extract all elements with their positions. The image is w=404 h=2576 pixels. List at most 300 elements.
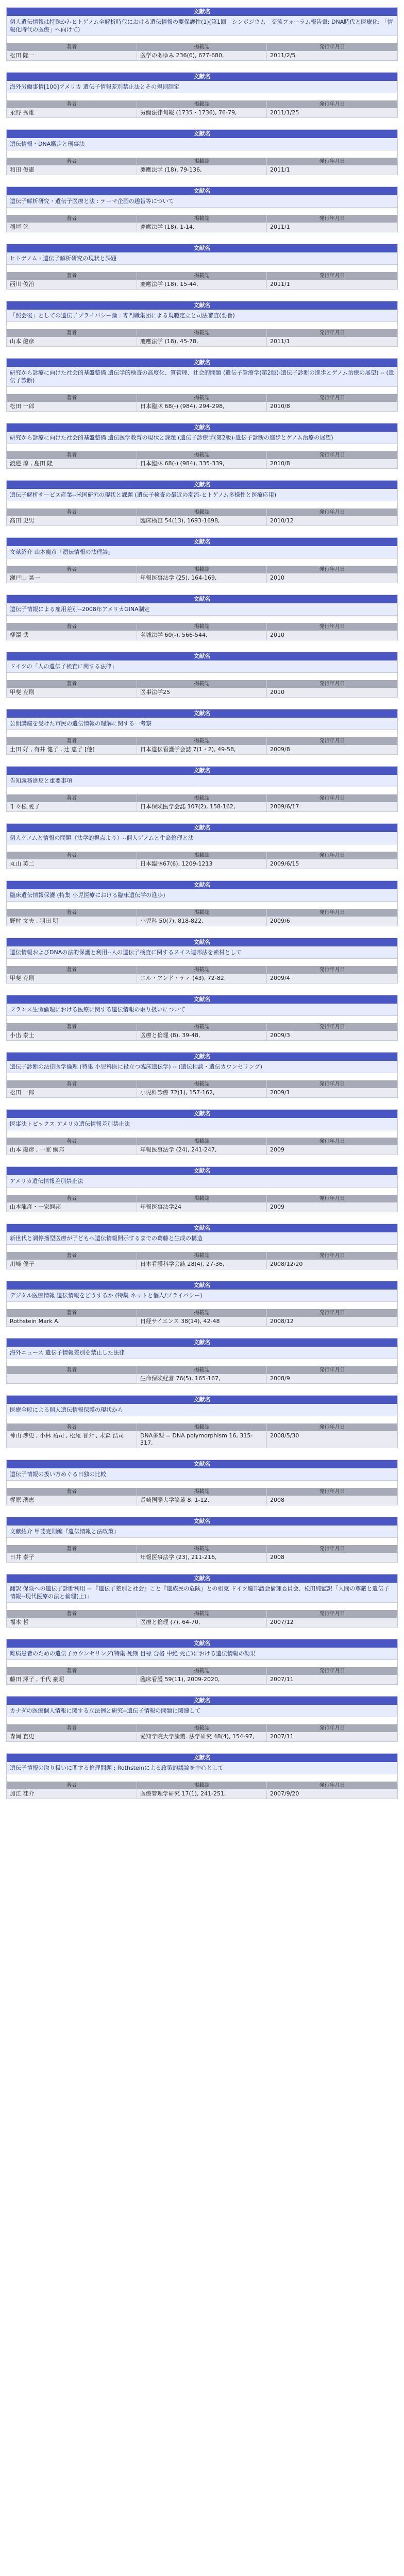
reference-entry [6,938,398,984]
entry-field-labels [7,1782,397,1789]
reference-entry [6,1338,398,1384]
entry-field-values [7,1145,397,1155]
date-value: 2007/11 [266,1675,397,1684]
date-value: 2008 [266,1553,397,1562]
entry-field-values [7,1618,397,1627]
entry-spacer [7,1245,397,1252]
journal-label: 掲載誌 [137,623,266,631]
entry-title: 文献紹介 甲斐克則編『遺伝情報と法政策』 [7,1526,397,1538]
journal-value: 慶應法学 (18), 79-136, [137,165,266,175]
entry-header: 文献名 [7,481,397,489]
author-value: 和田 俊憲 [7,165,137,175]
reference-entry [6,187,398,232]
entry-header: 文献名 [7,1167,397,1175]
entry-header: 文献名 [7,538,397,546]
journal-value: 年報医事法学 (25), 164-169, [137,573,266,583]
entry-header: 文献名 [7,1517,397,1526]
date-value: 2009/6/17 [266,802,397,811]
date-label: 発行年月日 [266,158,397,165]
entry-title: 研究から診療に向けた社会的基盤整備 遺伝医学教育の現状と課題 (遺伝子診療学(第2版)-遺伝子診断の進歩とゲノム治療の展望) [7,432,397,444]
entry-title: 遺伝子情報による雇用差別--2008年アメリカGINA制定 [7,603,397,616]
entry-field-values [7,1088,397,1097]
entry-title: 個人ゲノムと情報の問題（法学的視点より）--個人ゲノムと生命倫理と法 [7,832,397,844]
entry-field-labels [7,158,397,165]
reference-entry [6,880,398,926]
date-value: 2008/5/30 [266,1431,397,1448]
date-value: 2010 [266,688,397,697]
author-value: 川崎 優子 [7,1260,137,1269]
entry-field-values [7,1431,397,1448]
entry-field-labels [7,1366,397,1374]
entry-header: 文献名 [7,8,397,16]
journal-label: 掲載誌 [137,1488,266,1496]
entry-field-labels [7,1423,397,1431]
author-label: 著者 [7,1138,137,1145]
date-value: 2011/1 [266,337,397,346]
entry-field-labels [7,1138,397,1145]
author-value: 甲斐 克則 [7,688,137,697]
date-label: 発行年月日 [266,680,397,688]
entry-field-labels [7,852,397,859]
entry-field-labels [7,737,397,745]
author-value: 稲垣 悠 [7,223,137,232]
journal-label: 掲載誌 [137,1195,266,1202]
reference-entry [6,1574,398,1628]
author-value: 梶原 瑞恵 [7,1496,137,1505]
entry-field-values [7,688,397,697]
date-label: 発行年月日 [266,852,397,859]
journal-value: 長崎国際大学論叢 8, 1-12, [137,1496,266,1505]
entry-field-labels [7,100,397,108]
entry-header: 文献名 [7,1110,397,1118]
journal-label: 掲載誌 [137,329,266,337]
journal-value: 労働法律旬報 (1735・1736), 76-79, [137,108,266,117]
entry-spacer [7,844,397,852]
journal-value: 小児科 50(7), 818-822, [137,917,266,926]
journal-value: 臨床検査 54(13), 1693-1698, [137,516,266,526]
author-value: 甲斐 克則 [7,974,137,983]
date-value: 2011/1 [266,223,397,232]
entry-field-values [7,974,397,983]
author-label: 著者 [7,1252,137,1260]
entry-field-labels [7,966,397,974]
author-label: 著者 [7,1610,137,1618]
journal-value: 慶應法学 (18), 1-14, [137,223,266,232]
author-value: 山本 龍彦 , 一家 綱邦 [7,1145,137,1155]
author-value: 山本龍彦・一家綱邦 [7,1202,137,1212]
journal-label: 掲載誌 [137,272,266,280]
entry-title: 臨床遺伝情報保護 (特集 小児医療における臨床遺伝学の進歩) [7,889,397,902]
entry-header: 文献名 [7,1396,397,1404]
journal-value: 慶應法学 (18), 15-44, [137,280,266,289]
author-label: 著者 [7,1488,137,1496]
date-value: 2011/2/5 [266,51,397,60]
date-label: 発行年月日 [266,1782,397,1789]
entry-header: 文献名 [7,1697,397,1705]
journal-value: 日本保険医学会誌 107(2), 158-162, [137,802,266,811]
entry-header: 文献名 [7,130,397,138]
author-value: 森岡 直史 [7,1732,137,1741]
entry-title: 医事法トピックス アメリカ遺伝情報差別禁止法 [7,1118,397,1130]
author-value [7,1374,137,1383]
entry-header: 文献名 [7,938,397,946]
reference-entry [6,1460,398,1505]
entry-field-labels [7,623,397,631]
journal-label: 掲載誌 [137,1309,266,1317]
author-label: 著者 [7,623,137,631]
date-label: 発行年月日 [266,1309,397,1317]
date-label: 発行年月日 [266,394,397,402]
journal-label: 掲載誌 [137,852,266,859]
author-value: Rothstein Mark A. [7,1317,137,1326]
journal-value: 日本看護科学会誌 28(4), 27-36, [137,1260,266,1269]
date-label: 発行年月日 [266,909,397,917]
author-label: 著者 [7,1545,137,1553]
entry-field-values [7,51,397,60]
reference-entry [6,301,398,347]
reference-entry [6,1517,398,1563]
entry-title: 告知義務違反と重要事項 [7,775,397,787]
entry-header: 文献名 [7,595,397,603]
date-value: 2010 [266,631,397,640]
entry-spacer [7,1359,397,1366]
journal-value: 日本臨牀 68(-) (984), 294-298, [137,402,266,411]
entry-header: 文献名 [7,359,397,367]
journal-value: 日本遺伝看護学会誌 7(1・2), 49-58, [137,745,266,754]
reference-entry [6,1281,398,1327]
reference-entry [6,129,398,175]
entry-title: 翻訳 保険への遺伝子診断利用 -- 『遺伝子差別と社会』こと『遺族民の危険』との相克 ドイツ連邦議会倫理委員会、松田純監訳「人間の尊厳と遺伝子情報--現代医療の法と倫理(上)」 [7,1583,397,1603]
author-value: 神山 渉史 , 小林 祐司 , 松尾 晋介 , 末森 浩司 [7,1431,137,1448]
entry-spacer [7,1603,397,1610]
entry-header: 文献名 [7,1754,397,1762]
entry-field-labels [7,1195,397,1202]
entry-field-values [7,402,397,411]
journal-label: 掲載誌 [137,1545,266,1553]
date-value: 2011/1/25 [266,108,397,117]
date-label: 発行年月日 [266,451,397,459]
entry-header: 文献名 [7,1460,397,1468]
entry-title: フランス生命倫理における医療に関する遺伝情報の取り扱いについて [7,1004,397,1016]
entry-field-labels [7,215,397,223]
entry-header: 文献名 [7,73,397,81]
journal-label: 掲載誌 [137,1252,266,1260]
author-value: 山本 龍彦 [7,337,137,346]
entry-field-labels [7,1023,397,1031]
entry-title: 新世代と調停播型医療が子どもへ遺伝情報開示するまでの葛藤と生成の構造 [7,1232,397,1245]
date-label: 発行年月日 [266,1610,397,1618]
entry-field-values [7,1789,397,1799]
author-value: 藤田 澤子 , 千代 豪昭 [7,1675,137,1684]
entry-title: ヒトゲノム・遺伝子解析研究の現状と課題 [7,252,397,265]
entry-header: 文献名 [7,824,397,832]
entry-field-values [7,1260,397,1269]
date-label: 発行年月日 [266,509,397,516]
journal-label: 掲載誌 [137,1023,266,1031]
journal-value: 日経サイエンス 38(14), 42-48 [137,1317,266,1326]
date-label: 発行年月日 [266,43,397,51]
journal-value: 医学のあゆみ 236(6), 677-680, [137,51,266,60]
entry-header: 文献名 [7,1224,397,1232]
entry-field-values [7,859,397,869]
entry-spacer [7,501,397,509]
date-value: 2007/9/20 [266,1789,397,1799]
entry-header: 文献名 [7,244,397,252]
date-label: 発行年月日 [266,566,397,573]
entry-header: 文献名 [7,1639,397,1648]
journal-value: 日本臨牀67(6), 1209-1213 [137,859,266,869]
journal-label: 掲載誌 [137,1080,266,1088]
journal-label: 掲載誌 [137,394,266,402]
journal-label: 掲載誌 [137,1724,266,1732]
entry-spacer [7,1481,397,1488]
author-label: 著者 [7,966,137,974]
journal-label: 掲載誌 [137,566,266,573]
entry-field-values [7,1496,397,1505]
reference-entry [6,1224,398,1269]
author-label: 著者 [7,1782,137,1789]
author-value: 千々松 愛子 [7,802,137,811]
journal-label: 掲載誌 [137,451,266,459]
author-value: 土田 好 , 有井 健子 , 辻 恵子 [他] [7,745,137,754]
reference-entry [6,72,398,118]
entry-field-labels [7,509,397,516]
entry-field-values [7,459,397,468]
author-label: 著者 [7,1724,137,1732]
author-value: 丸山 英二 [7,859,137,869]
author-label: 著者 [7,794,137,802]
entry-spacer [7,673,397,680]
entry-spacer [7,208,397,215]
author-value: 松田 一郎 [7,1088,137,1097]
date-value: 2010/8 [266,459,397,468]
entry-spacer [7,444,397,451]
entry-spacer [7,1188,397,1195]
journal-label: 掲載誌 [137,737,266,745]
reference-entry [6,7,398,61]
entry-field-values [7,1374,397,1383]
date-value: 2010/12 [266,516,397,526]
entry-spacer [7,387,397,394]
author-label: 著者 [7,1667,137,1675]
entry-title: 医療全般による個人遺伝情報保護の現状から [7,1404,397,1416]
entry-title: ドイツの「人の遺伝子検査に関する法律」 [7,660,397,673]
reference-entry [6,358,398,412]
entry-field-labels [7,1724,397,1732]
journal-value: 生命保険経営 76(5), 165-167, [137,1374,266,1383]
date-value: 2007/11 [266,1732,397,1741]
entry-spacer [7,1774,397,1782]
entry-header: 文献名 [7,767,397,775]
journal-label: 掲載誌 [137,215,266,223]
author-label: 著者 [7,1309,137,1317]
reference-entry [6,995,398,1041]
date-value: 2007/12 [266,1618,397,1627]
author-label: 著者 [7,1366,137,1374]
entry-field-labels [7,394,397,402]
date-value: 2009/6/15 [266,859,397,869]
entry-field-values [7,802,397,811]
author-value: 瀬戸山 晃一 [7,573,137,583]
reference-entry [6,423,398,469]
date-value: 2009/3 [266,1031,397,1040]
entry-field-values [7,516,397,526]
entry-field-labels [7,1309,397,1317]
date-value: 2008/12/20 [266,1260,397,1269]
journal-label: 掲載誌 [137,1667,266,1675]
entry-title: 公開講座を受けた市民の遺伝情報の理解に関する一考察 [7,718,397,730]
date-label: 発行年月日 [266,1023,397,1031]
journal-label: 掲載誌 [137,1610,266,1618]
date-value: 2009/8 [266,745,397,754]
journal-label: 掲載誌 [137,966,266,974]
entry-header: 文献名 [7,1338,397,1347]
date-value: 2010 [266,573,397,583]
author-label: 著者 [7,272,137,280]
reference-entry [6,537,398,583]
entry-field-values [7,917,397,926]
date-value: 2008/12 [266,1317,397,1326]
journal-label: 掲載誌 [137,1138,266,1145]
entry-header: 文献名 [7,1574,397,1583]
journal-label: 掲載誌 [137,909,266,917]
author-value: 永野 秀雄 [7,108,137,117]
reference-entry [6,1753,398,1799]
date-value: 2010/8 [266,402,397,411]
entry-title: 海外労働事情[100]アメリカ 遺伝子情報差別禁止法とその規則制定 [7,81,397,93]
reference-entry [6,709,398,755]
entry-field-labels [7,566,397,573]
entry-field-labels [7,794,397,802]
author-label: 著者 [7,1423,137,1431]
entry-field-values [7,280,397,289]
entry-spacer [7,36,397,43]
entry-field-labels [7,451,397,459]
entry-title: 遺伝子診断の法律医学倫理 (特集 小児科医に役立つ臨床遺伝学) -- (遺伝相談・遺伝カウンセリング) [7,1061,397,1073]
entry-field-values [7,631,397,640]
reference-entry [6,244,398,290]
entry-field-labels [7,329,397,337]
author-value: 小出 泰士 [7,1031,137,1040]
entry-title: 遺伝情報・DNA鑑定と刑事法 [7,138,397,150]
journal-value: 名城法学 60(-), 566-544, [137,631,266,640]
author-label: 著者 [7,509,137,516]
author-label: 著者 [7,1023,137,1031]
reference-entry [6,1696,398,1742]
entry-spacer [7,787,397,794]
author-label: 著者 [7,451,137,459]
entry-field-values [7,223,397,232]
entry-field-labels [7,680,397,688]
journal-value: 年報医事法学24 [137,1202,266,1212]
date-value: 2009/6 [266,917,397,926]
author-label: 著者 [7,737,137,745]
entry-field-values [7,745,397,754]
entry-spacer [7,1660,397,1667]
author-value: 渡邉 淳 , 島田 隆 [7,459,137,468]
date-label: 発行年月日 [266,737,397,745]
date-label: 発行年月日 [266,1667,397,1675]
entry-header: 文献名 [7,187,397,195]
author-value: 松田 隆一 [7,51,137,60]
journal-label: 掲載誌 [137,509,266,516]
author-label: 著者 [7,1195,137,1202]
entry-spacer [7,902,397,909]
date-label: 発行年月日 [266,1252,397,1260]
date-label: 発行年月日 [266,1080,397,1088]
entry-title: アメリカ遺伝情報差別禁止法 [7,1175,397,1188]
date-value: 2009 [266,1202,397,1212]
date-value: 2008 [266,1496,397,1505]
author-value: 野村 文夫 , 羽田 明 [7,917,137,926]
entry-header: 文献名 [7,423,397,432]
entry-field-labels [7,1252,397,1260]
date-label: 発行年月日 [266,1366,397,1374]
entry-header: 文献名 [7,881,397,889]
entry-title: 研究から診療に向けた社会的基盤整備 遺伝学的検査の高度化、質管理、社会的問題 (遺伝子診療学(第2版)-遺伝子診断の進歩とゲノム治療の展望) -- (遺伝子診断) [7,367,397,387]
date-label: 発行年月日 [266,329,397,337]
author-label: 著者 [7,100,137,108]
reference-entry [6,652,398,698]
entry-spacer [7,1717,397,1724]
date-label: 発行年月日 [266,1138,397,1145]
date-label: 発行年月日 [266,272,397,280]
entry-header: 文献名 [7,301,397,310]
journal-value: 医療と倫理 (8), 39-48, [137,1031,266,1040]
entry-field-values [7,165,397,175]
entry-field-values [7,573,397,583]
entry-title: 遺伝子情報の扱い方めぐる日独の比較 [7,1468,397,1481]
date-value: 2008/9 [266,1374,397,1383]
author-label: 著者 [7,680,137,688]
date-label: 発行年月日 [266,623,397,631]
entry-title: 遺伝子解析サービス産業--米国研究の現状と課題 (遺伝子検査の最近の潮流-ヒトゲノム多様性と医療応用) [7,489,397,501]
entry-spacer [7,1416,397,1423]
entry-spacer [7,1016,397,1023]
entry-title: 海外ニュース 遺伝子情報差別を禁止した法律 [7,1347,397,1359]
journal-label: 掲載誌 [137,1782,266,1789]
entry-field-labels [7,1667,397,1675]
entry-header: 文献名 [7,652,397,660]
entry-field-labels [7,43,397,51]
entry-spacer [7,1073,397,1080]
entry-field-values [7,1675,397,1684]
author-label: 著者 [7,1080,137,1088]
entry-spacer [7,150,397,158]
author-label: 著者 [7,852,137,859]
entry-title: 個人遺伝情報は特殊か?-ヒトゲノム全解析時代における遺伝情報の要保護性(1)(第1回 シンポジウム 交流フォーラム報告書: DNA時代と医療化: 「情報化時代の医療」へ向けて) [7,16,397,36]
journal-label: 掲載誌 [137,680,266,688]
date-label: 発行年月日 [266,1488,397,1496]
author-value: 西川 俊治 [7,280,137,289]
entry-field-labels [7,272,397,280]
entry-field-values [7,1732,397,1741]
entry-spacer [7,93,397,100]
entry-title: 難病患者のための遺伝子カウンセリング(特集 死期 目標 合格 中絶 死亡)における遺伝情報の効果 [7,1648,397,1660]
journal-value: 日本臨牀 68(-) (984), 335-339, [137,459,266,468]
author-label: 著者 [7,566,137,573]
entry-field-values [7,1553,397,1562]
journal-value: 年報医事法学 (23), 211-216, [137,1553,266,1562]
date-value: 2009 [266,1145,397,1155]
journal-value: 臨床看護 59(11), 2009-2020, [137,1675,266,1684]
journal-value: 小児科診療 72(1), 157-162, [137,1088,266,1097]
entry-title: デジタル医療情報 遺伝情報をどうするか (特集 ネットと個人/プライバシー) [7,1290,397,1302]
entry-header: 文献名 [7,1053,397,1061]
entry-spacer [7,558,397,566]
author-label: 著者 [7,43,137,51]
entry-header: 文献名 [7,1281,397,1290]
